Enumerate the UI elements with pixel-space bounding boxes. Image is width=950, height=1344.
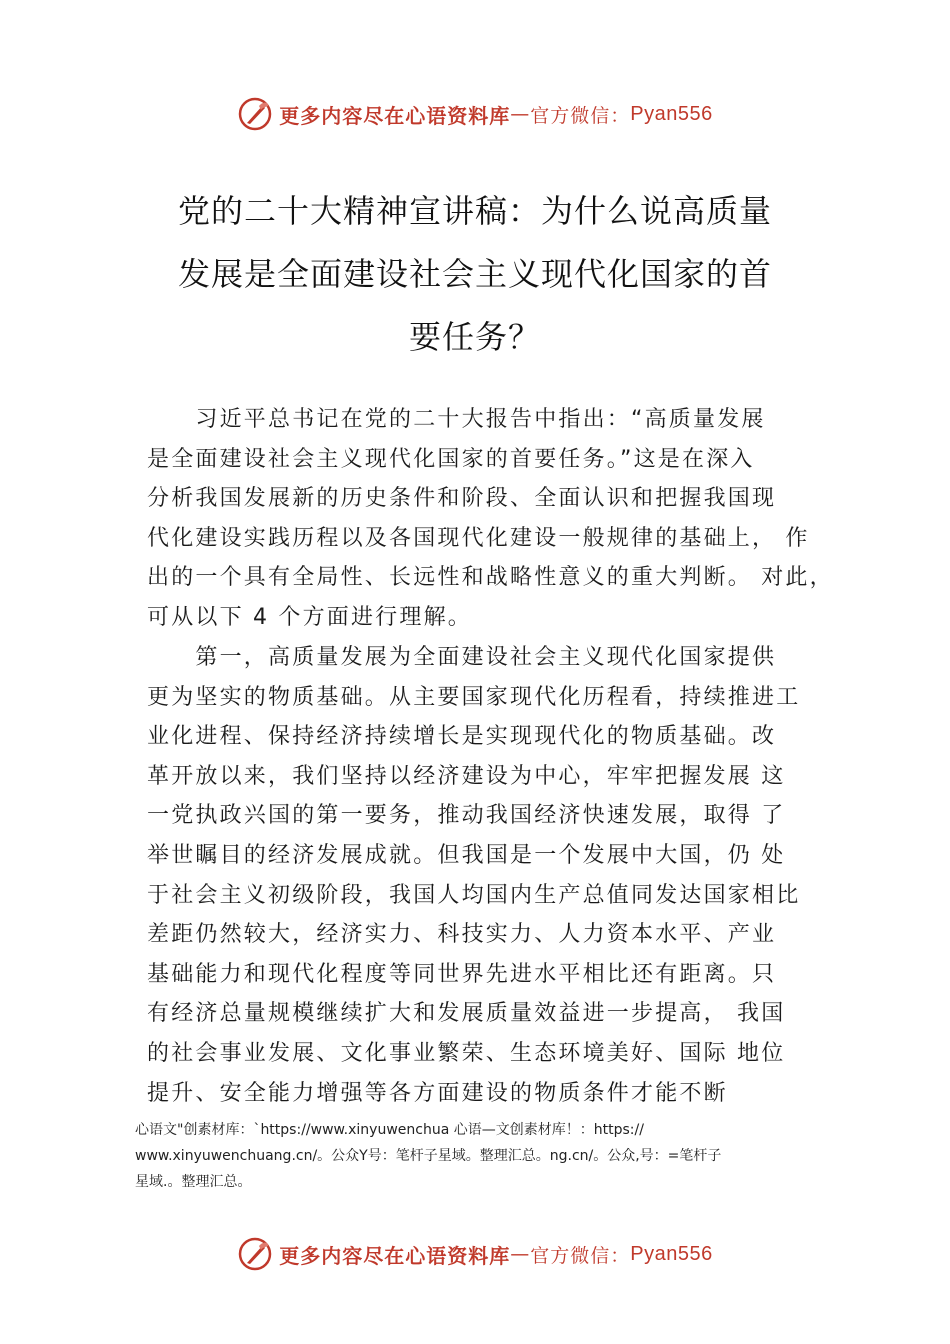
banner-wechat-id: Pyan556	[630, 102, 713, 125]
banner-wechat-id: Pyan556	[630, 1242, 713, 1265]
title-line: 党的二十大精神宣讲稿：为什么说高质量	[177, 192, 772, 230]
source-note	[135, 1117, 835, 1195]
paragraph-line: 一党执政兴国的第一要务，推动我国经济快速发展，取得 了	[147, 803, 786, 829]
banner-site-text: 更多内容尽在心语资料库	[279, 1243, 511, 1268]
title-line: 要任务？	[408, 318, 541, 356]
paragraph-line: 于社会主义初级阶段，我国人均国内生产总值同发达国家相比	[147, 882, 801, 908]
paragraph-line: 第一，高质量发展为全面建设社会主义现代化国家提供	[147, 645, 777, 670]
paragraph-line: 更为坚实的物质基础。从主要国家现代化历程看，持续推进工	[147, 684, 801, 710]
banner-wechat-label: 官方微信：	[530, 1244, 631, 1267]
footer-banner	[0, 1232, 950, 1276]
banner-dash: —	[510, 1243, 531, 1265]
paragraph-line: 革开放以来，我们坚持以经济建设为中心，牢牢把握发展 这	[147, 763, 786, 789]
source-note-line: www.xinyuwenchuang.cn/。公众Y号：笔杆子星域。整理汇总。ng.cn/。公众,号：=笔杆子	[135, 1148, 722, 1164]
paragraph-line: 出的一个具有全局性、长远性和战略性意义的重大判断。 对此，	[147, 565, 834, 591]
quill-pen-logo-icon	[237, 1236, 273, 1272]
paragraph-line: 有经济总量规模继续扩大和发展质量效益进一步提高， 我国	[147, 1001, 786, 1027]
paragraph-line: 代化建设实践历程以及各国现代化建设一般规律的基础上， 作	[147, 525, 810, 551]
paragraph-line: 是全面建设社会主义现代化国家的首要任务。”这是在深入	[147, 446, 755, 472]
paragraph-line: 习近平总书记在党的二十大报告中指出：“高质量发展	[147, 407, 766, 432]
header-banner	[0, 92, 950, 136]
paragraph-line: 分析我国发展新的历史条件和阶段、全面认识和把握我国现	[147, 486, 777, 512]
title-line: 发展是全面建设社会主义现代化国家的首	[177, 255, 772, 293]
banner-wechat-label: 官方微信：	[530, 104, 631, 127]
paragraph-line: 基础能力和现代化程度等同世界先进水平相比还有距离。只	[147, 961, 777, 987]
body-paragraph-1	[147, 400, 834, 638]
paragraph-line: 提升、安全能力增强等各方面建设的物质条件才能不断	[147, 1080, 728, 1106]
paragraph-line: 可从以下 4 个方面进行理解。	[147, 604, 472, 630]
paragraph-line: 业化进程、保持经济持续增长是实现现代化的物质基础。改	[147, 724, 777, 750]
body-paragraph-2	[147, 638, 827, 1113]
paragraph-line: 举世瞩目的经济发展成就。但我国是一个发展中大国，仍 处	[147, 842, 786, 868]
banner-dash: —	[510, 103, 531, 125]
page-title	[140, 180, 810, 369]
source-note-line: 心语文"创素材库：`https://www.xinyuwenchua 心语—文创素材库！：https://	[135, 1122, 644, 1138]
paragraph-line: 差距仍然较大，经济实力、科技实力、人力资本水平、产业	[147, 922, 777, 948]
source-note-line: 星域.。整理汇总。	[135, 1174, 252, 1190]
quill-pen-logo-icon	[237, 96, 273, 132]
banner-site-text: 更多内容尽在心语资料库	[279, 103, 511, 128]
paragraph-line: 的社会事业发展、文化事业繁荣、生态环境美好、国际 地位	[147, 1040, 786, 1066]
